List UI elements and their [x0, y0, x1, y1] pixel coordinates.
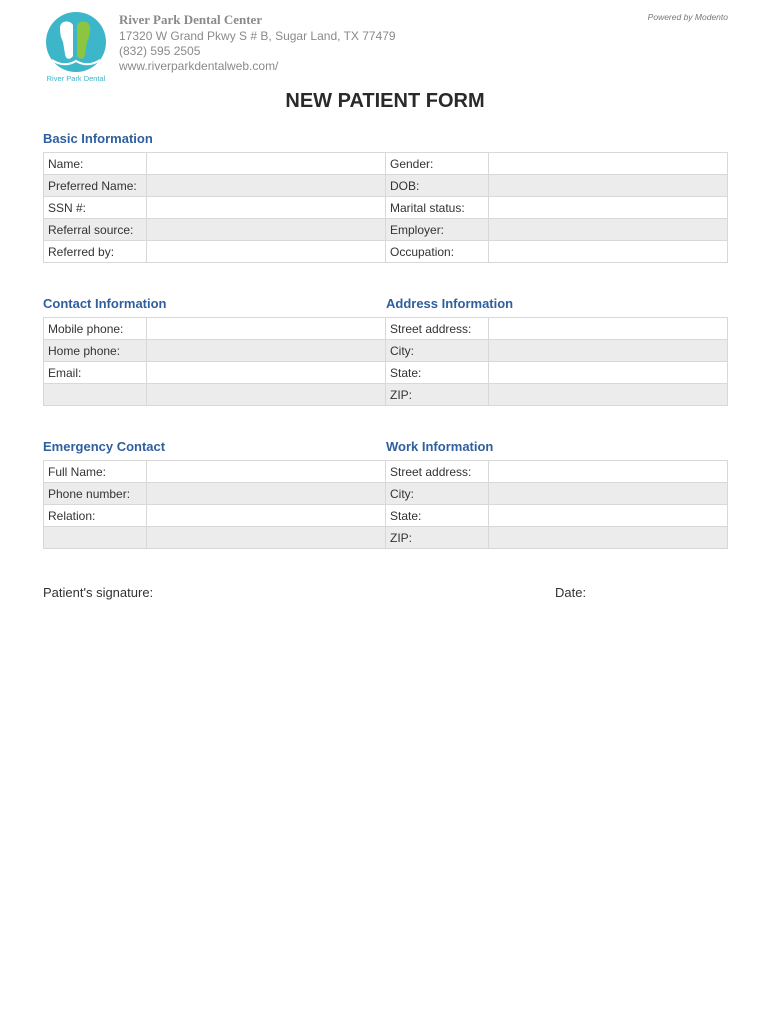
emergency-phone-input[interactable]: [147, 483, 386, 505]
city-input[interactable]: [489, 340, 728, 362]
field-label: [44, 384, 147, 406]
table-row: [386, 505, 728, 527]
clinic-phone: (832) 595 2505: [119, 44, 201, 58]
occupation-input[interactable]: [489, 241, 728, 263]
field-label: Mobile phone:: [44, 318, 147, 340]
table-row: [44, 527, 386, 549]
date-label[interactable]: Date:: [555, 585, 587, 600]
dob-input[interactable]: [489, 175, 728, 197]
gender-input[interactable]: [489, 153, 728, 175]
basic-information-table: [43, 152, 728, 263]
mobile-phone-input[interactable]: [147, 318, 386, 340]
table-row: [44, 318, 386, 340]
emergency-full-name-input[interactable]: [147, 461, 386, 483]
preferred-name-input[interactable]: [147, 175, 386, 197]
table-row: [386, 362, 728, 384]
work-state-input[interactable]: [489, 505, 728, 527]
emergency-contact-table: [43, 460, 386, 549]
section-title-address-information: Address Information: [386, 296, 514, 311]
field-label: Preferred Name:: [44, 175, 147, 197]
blank-input: [147, 384, 386, 406]
field-label: Street address:: [386, 461, 489, 483]
clinic-logo: [44, 12, 108, 84]
field-label: Name:: [44, 153, 147, 175]
field-label: City:: [386, 340, 489, 362]
form-title: NEW PATIENT FORM: [285, 90, 485, 112]
table-row: [386, 527, 728, 549]
clinic-website[interactable]: www.riverparkdentalweb.com/: [119, 59, 279, 73]
field-label: Home phone:: [44, 340, 147, 362]
section-title-emergency-contact: Emergency Contact: [43, 439, 166, 454]
address-information-table: [385, 317, 728, 406]
street-address-input[interactable]: [489, 318, 728, 340]
field-label: Full Name:: [44, 461, 147, 483]
field-label: Marital status:: [386, 197, 489, 219]
field-label: [44, 527, 147, 549]
field-label: Email:: [44, 362, 147, 384]
work-information-table: [385, 460, 728, 549]
table-row: [386, 483, 728, 505]
table-row: [44, 505, 386, 527]
patient-signature-label[interactable]: Patient's signature:: [43, 585, 154, 600]
field-label: Referred by:: [44, 241, 147, 263]
section-title-work-information: Work Information: [386, 439, 494, 454]
section-title-basic-information: Basic Information: [43, 131, 153, 146]
name-input[interactable]: [147, 153, 386, 175]
table-row: [44, 175, 728, 197]
field-label: State:: [386, 505, 489, 527]
work-street-address-input[interactable]: [489, 461, 728, 483]
blank-input: [147, 527, 386, 549]
contact-information-table: [43, 317, 386, 406]
table-row: [386, 461, 728, 483]
field-label: DOB:: [386, 175, 489, 197]
table-row: [44, 153, 728, 175]
ssn-input[interactable]: [147, 197, 386, 219]
table-row: [44, 483, 386, 505]
field-label: Employer:: [386, 219, 489, 241]
field-label: SSN #:: [44, 197, 147, 219]
field-label: Referral source:: [44, 219, 147, 241]
table-row: [44, 219, 728, 241]
logo-text: River Park Dental: [46, 74, 106, 83]
home-phone-input[interactable]: [147, 340, 386, 362]
table-row: [44, 384, 386, 406]
powered-by: Powered by Modento: [647, 12, 728, 22]
table-row: [44, 197, 728, 219]
field-label: Occupation:: [386, 241, 489, 263]
field-label: Relation:: [44, 505, 147, 527]
clinic-name: River Park Dental Center: [119, 12, 263, 27]
table-row: [44, 241, 728, 263]
table-row: [44, 340, 386, 362]
field-label: Street address:: [386, 318, 489, 340]
emergency-relation-input[interactable]: [147, 505, 386, 527]
clinic-address: 17320 W Grand Pkwy S # B, Sugar Land, TX 77479: [119, 29, 396, 43]
tooth-logo-icon: [44, 12, 108, 84]
table-row: [386, 318, 728, 340]
field-label: ZIP:: [386, 527, 489, 549]
table-row: [386, 384, 728, 406]
section-title-contact-information: Contact Information: [43, 296, 167, 311]
field-label: Phone number:: [44, 483, 147, 505]
zip-input[interactable]: [489, 384, 728, 406]
field-label: State:: [386, 362, 489, 384]
email-input[interactable]: [147, 362, 386, 384]
field-label: City:: [386, 483, 489, 505]
field-label: ZIP:: [386, 384, 489, 406]
field-label: Gender:: [386, 153, 489, 175]
referred-by-input[interactable]: [147, 241, 386, 263]
state-input[interactable]: [489, 362, 728, 384]
marital-status-input[interactable]: [489, 197, 728, 219]
referral-source-input[interactable]: [147, 219, 386, 241]
employer-input[interactable]: [489, 219, 728, 241]
work-zip-input[interactable]: [489, 527, 728, 549]
table-row: [386, 340, 728, 362]
table-row: [44, 461, 386, 483]
work-city-input[interactable]: [489, 483, 728, 505]
table-row: [44, 362, 386, 384]
